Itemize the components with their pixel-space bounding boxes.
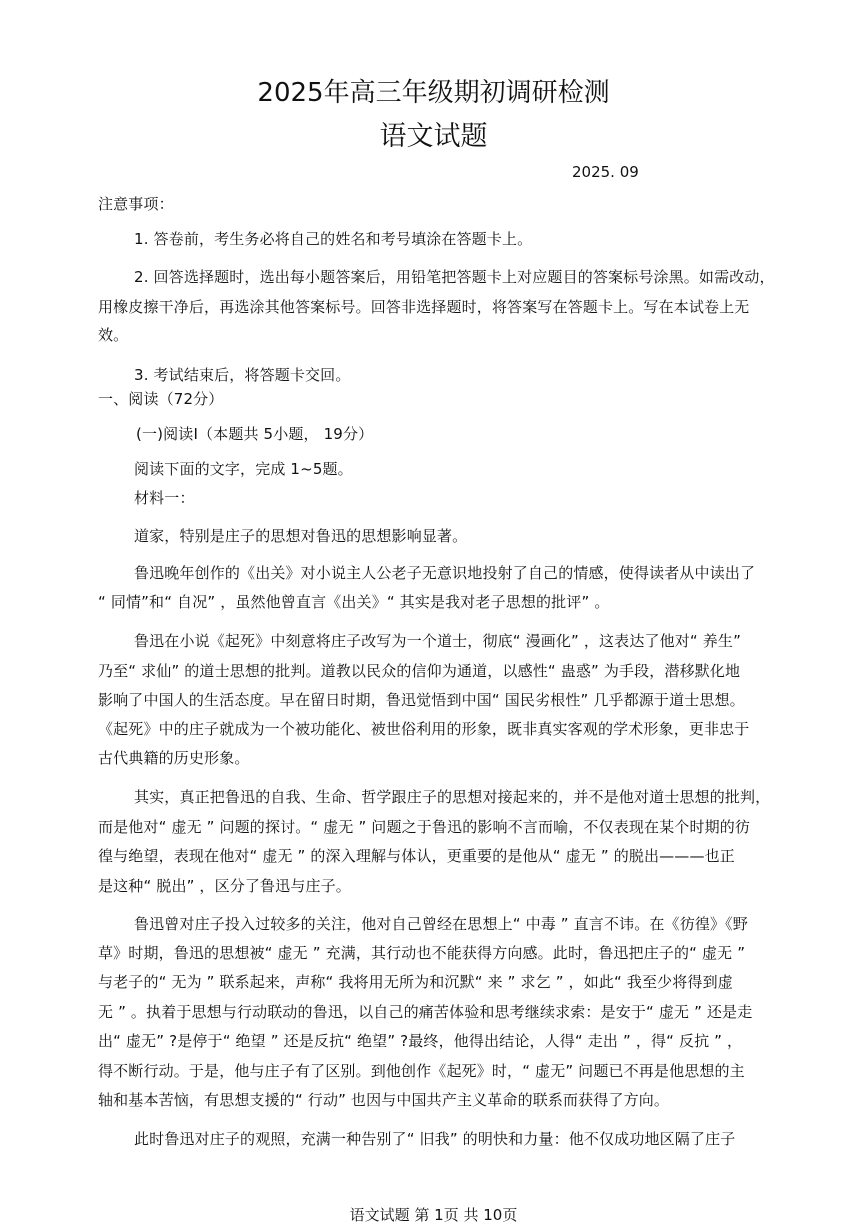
paragraph-5-line: 无 ” 。执着于思想与行动联动的鲁迅，以自己的痛苦体验和思考继续求索：是安于“ 虚无 ” 还是走 <box>98 1003 753 1021</box>
paragraph-5-line: 草》时期，鲁迅的思想被“ 虚无 ” 充满，其行动也不能获得方向感。此时，鲁迅把庄子的“ 虚无 ” <box>98 944 746 962</box>
page-title: 2025年高三年级期初调研检测 <box>257 78 610 108</box>
paragraph-5-line: 鲁迅曾对庄子投入过较多的关注，他对自己曾经在思想上“ 中毒 ” 直言不讳。在《彷徨》《野 <box>134 915 748 933</box>
exam-date: 2025. 09 <box>572 163 639 181</box>
subsection-heading: (一)阅读Ⅰ（本题共 5小题， 19分） <box>136 425 374 443</box>
paragraph-2-line: 鲁迅晚年创作的《出关》对小说主人公老子无意识地投射了自己的情感，使得读者从中读出了 <box>134 564 756 582</box>
notice-item-2-line-2: 用橡皮擦干净后，再选涂其他答案标号。回答非选择题时，将答案写在答题卡上。写在本试卷上无 <box>98 298 750 316</box>
paragraph-3-line: 《起死》中的庄子就成为一个被功能化、被世俗利用的形象，既非真实客观的学术形象，更非忠于 <box>98 720 750 738</box>
paragraph-1: 道家，特别是庄子的思想对鲁迅的思想影响显著。 <box>134 527 468 545</box>
reading-instruction: 阅读下面的文字，完成 1~5题。 <box>134 460 353 478</box>
page-footer: 语文试题 第 1页 共 10页 <box>349 1206 518 1224</box>
paragraph-3-line: 乃至“ 求仙” 的道士思想的批判。道教以民众的信仰为通道，以感性“ 蛊惑” 为手段，潜移默化地 <box>98 662 741 680</box>
section-heading: 一、阅读（72分） <box>98 390 224 408</box>
paragraph-3-line: 鲁迅在小说《起死》中刻意将庄子改写为一个道士，彻底“ 漫画化” ，这表达了他对“ 养生” <box>134 632 741 650</box>
page-subtitle: 语文试题 <box>379 121 488 152</box>
paragraph-6-line: 此时鲁迅对庄子的观照，充满一种告别了“ 旧我” 的明快和力量：他不仅成功地区隔了庄子 <box>134 1130 736 1148</box>
notice-item-2-line-3: 效。 <box>98 326 129 344</box>
notice-item-1: 1. 答卷前，考生务必将自己的姓名和考号填涂在答题卡上。 <box>134 230 533 248</box>
notice-item-3: 3. 考试结束后，将答题卡交回。 <box>134 366 351 384</box>
paragraph-3-line: 古代典籍的历史形象。 <box>98 749 250 767</box>
paragraph-4-line: 其实，真正把鲁迅的自我、生命、哲学跟庄子的思想对接起来的，并不是他对道士思想的批判， <box>134 788 771 806</box>
paragraph-5-line: 出“ 虚无” ?是停于“ 绝望 ” 还是反抗“ 绝望” ?最终，他得出结论，人得“ 走出 ” ，得“ 反抗 ” ， <box>98 1032 743 1050</box>
paragraph-5-line: 与老子的“ 无为 ” 联系起来，声称“ 我将用无所为和沉默“ 来 ” 求乞 ” ，如此“ 我至少将得到虚 <box>98 973 733 991</box>
paragraph-4-line: 是这种“ 脱出” ，区分了鲁迅与庄子。 <box>98 877 351 895</box>
paragraph-5-line: 轴和基本苦恼，有思想支援的“ 行动” 也因与中国共产主义革命的联系而获得了方向。 <box>98 1091 670 1109</box>
paragraph-4-line: 徨与绝望，表现在他对“ 虚无 ” 的深入理解与体认，更重要的是他从“ 虚无 ” 的脱出———也正 <box>98 847 735 865</box>
notice-item-2-line-1: 2. 回答选择题时，选出每小题答案后，用铅笔把答题卡上对应题目的答案标号涂黑。如需改动， <box>134 268 775 286</box>
paragraph-4-line: 而是他对“ 虚无 ” 问题的探讨。“ 虚无 ” 问题之于鲁迅的影响不言而喻，不仅表现在某个时期的彷 <box>98 818 751 836</box>
material-label: 材料一： <box>134 489 195 507</box>
notice-heading: 注意事项： <box>98 195 174 213</box>
paragraph-5-line: 得不断行动。于是，他与庄子有了区别。到他创作《起死》时，“ 虚无” 问题已不再是他思想的主 <box>98 1062 745 1080</box>
paragraph-3-line: 影响了中国人的生活态度。早在留日时期，鲁迅觉悟到中国“ 国民劣根性” 几乎都源于道士思想。 <box>98 691 745 709</box>
paragraph-2-line: “ 同情”和“ 自况” ，虽然他曾直言《出关》“ 其实是我对老子思想的批评” 。 <box>98 593 610 611</box>
